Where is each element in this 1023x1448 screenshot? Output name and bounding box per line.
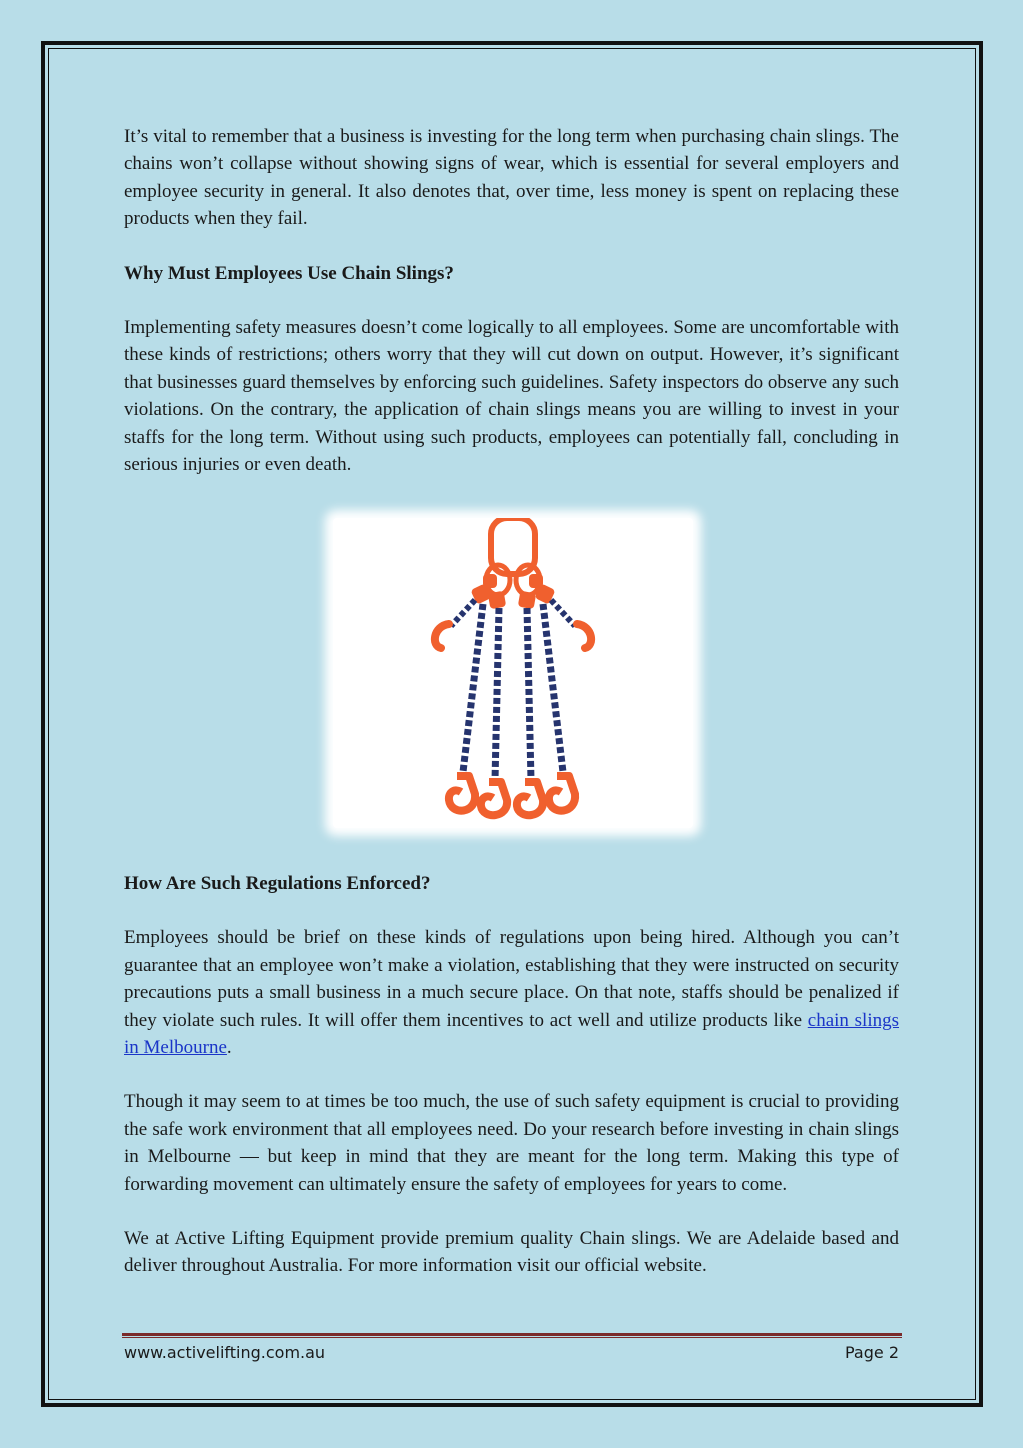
document-body xyxy=(124,123,899,478)
paragraph-safety-measures: Implementing safety measures doesn’t come logically to all employees. Some are uncomfortable with these kinds of restrictions; others worry that they will cut down on output. However, it’s significant that businesses guard themselves by enforcing such guidelines. Safety inspectors do observe any such violations. On the contrary, the application of chain slings means you are willing to invest in your staffs for the long term. Without using such products, employees can potentially fall, concluding in serious injuries or even death. xyxy=(124,317,899,476)
paragraph-about-company: We at Active Lifting Equipment provide premium quality Chain slings. We are Adelaide based and deliver throughout Australia. For more information visit our official website. xyxy=(124,1228,899,1277)
paragraph-safety-equipment: Though it may seem to at times be too much, the use of such safety equipment is crucial to providing the safe work environment that all employees need. Do your research before investing in chain slings in Melbourne — but keep in mind that they are meant for the long term. Making this type of forwarding movement can ultimately ensure the safety of employees for years to come. xyxy=(124,1091,899,1195)
heading-why-chain-slings: Why Must Employees Use Chain Slings? xyxy=(124,262,454,284)
paragraph-intro: It’s vital to remember that a business is investing for the long term when purchasing chain slings. The chains won’t collapse without showing signs of wear, which is essential for several employers and employee security in general. It also denotes that, over time, less money is spent on replacing these products when they fail. xyxy=(124,126,899,230)
footer-divider xyxy=(122,1333,902,1336)
paragraph-regulations xyxy=(124,924,899,1061)
chain-sling-image xyxy=(333,518,693,828)
footer-website: www.activelifting.com.au xyxy=(124,1343,326,1362)
footer-divider-thin xyxy=(122,1337,902,1338)
paragraph-regulations-end: . xyxy=(226,1037,232,1059)
paragraph-regulations-text: Employees should be brief on these kinds of regulations upon being hired. Although you can’t guarantee that an employee won’t make a violation, establishing that they were instructed on security precautions puts a small business in a much secure place. On that note, staffs should be penalized if they violate such rules. It will offer them incentives to act well and utilize products like xyxy=(124,927,899,1031)
footer-page-number: Page 2 xyxy=(845,1343,899,1362)
heading-regulations-enforced: How Are Such Regulations Enforced? xyxy=(124,873,431,894)
chain-sling-icon xyxy=(333,518,693,828)
chain-slings-melbourne-link[interactable]: chain slings in Melbourne xyxy=(124,1009,899,1059)
document-body-lower xyxy=(124,870,899,1280)
